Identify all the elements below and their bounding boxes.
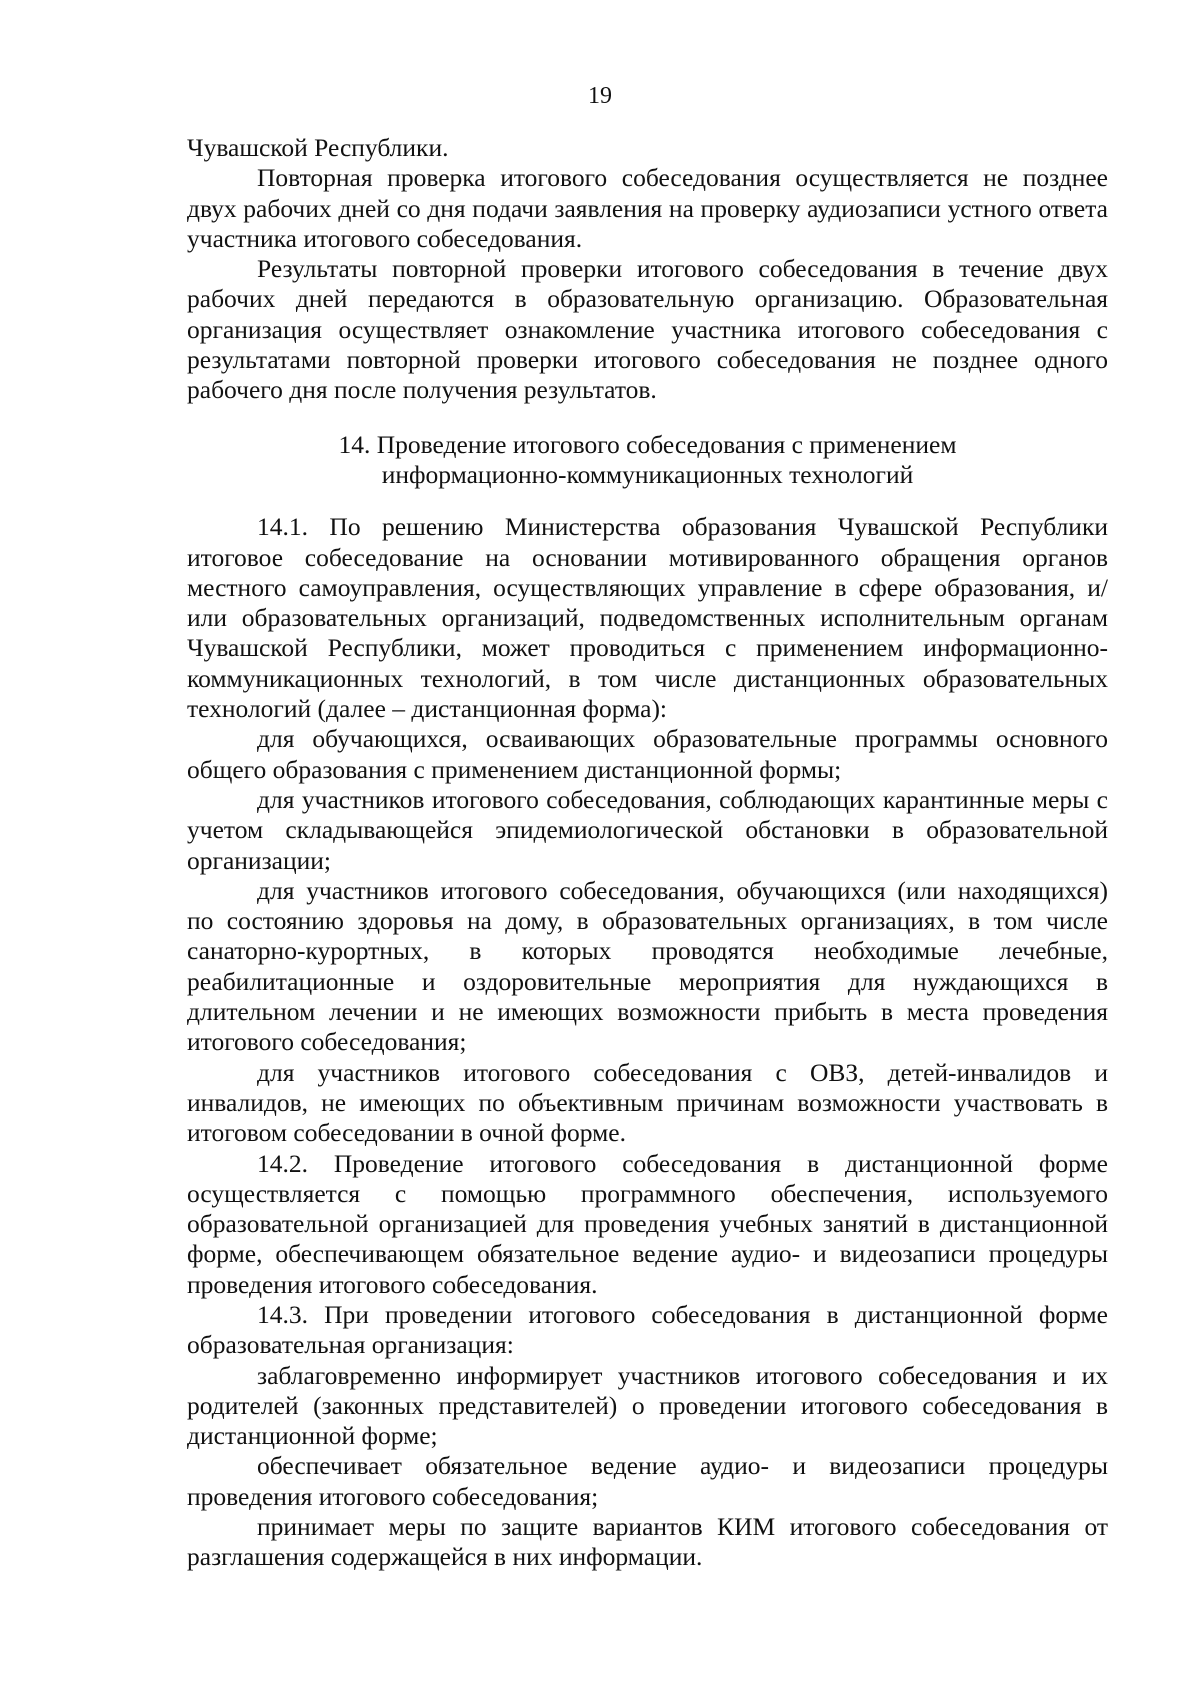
paragraph-repeat-check-results: Результаты повторной проверки итогового собеседования в течение двух рабочих дней передаются в образовательную организацию. Образовательная организация осуществляет ознакомление участника итогового собеседования с результатами повторной проверки итогового собеседования не позднее одного рабочего дня после получения результатов. [187,254,1108,405]
section-heading-line-2: информационно-коммуникационных технологий [381,459,914,489]
paragraph-inform: заблаговременно информирует участников итогового собеседования и их родителей (законных представителей) о проведении итогового собеседования в дистанционной форме; [187,1360,1108,1451]
section-heading [187,430,1108,491]
paragraph-disabled: для участников итогового собеседования с ОВЗ, детей-инвалидов и инвалидов, не имеющих по объективным причинам возможности участвовать в итоговом собеседовании в очной форме. [187,1057,1108,1148]
paragraph-quarantine: для участников итогового собеседования, соблюдающих карантинные меры с учетом складывающейся эпидемиологической обстановки в образовательной организации; [187,784,1108,875]
paragraph-14-3: 14.3. При проведении итогового собеседования в дистанционной форме образовательная организация: [187,1299,1108,1360]
paragraph-home-health: для участников итогового собеседования, обучающихся (или находящихся) по состоянию здоровья на дому, в образовательных организациях, в том числе санаторно-курортных, в которых проводятся необходимые лечебные, реабилитационные и оздоровительные мероприятия для нуждающихся в длительном лечении и не имеющих возможности прибыть в места проведения итогового собеседования; [187,875,1108,1057]
paragraph-14-2: 14.2. Проведение итогового собеседования в дистанционной форме осуществляется с помощью программного обеспечения, используемого образовательной организацией для проведения учебных занятий в дистанционной форме, обеспечивающем обязательное ведение аудио- и видеозаписи процедуры проведения итогового собеседования. [187,1148,1108,1299]
paragraph-repeat-check: Повторная проверка итогового собеседования осуществляется не позднее двух рабочих дней со дня подачи заявления на проверку аудиозаписи устного ответа участника итогового собеседования. [187,163,1108,253]
paragraph-14-1: 14.1. По решению Министерства образования Чувашской Республики итоговое собеседование на основании мотивированного обращения органов местного самоуправления, осуществляющих управление в сфере образования, и/или образовательных организаций, подведомственных исполнительным органам Чувашской Республики, может проводиться с применением информационно-коммуникационных технологий, в том числе дистанционных образовательных технологий (далее – дистанционная форма): [187,512,1108,724]
page-number: 19 [588,83,612,109]
paragraph-distance-students: для обучающихся, осваивающих образовательные программы основного общего образования с применением дистанционной формы; [187,724,1108,784]
section-heading-line-1: 14. Проведение итогового собеседования с применением [338,429,957,459]
paragraph-continuation: Чувашской Республики. [187,133,449,162]
paragraph-recording: обеспечивает обязательное ведение аудио- и видеозаписи процедуры проведения итогового собеседования; [187,1451,1108,1511]
document-body [187,133,1108,1573]
paragraph-protection: принимает меры по защите вариантов КИМ итогового собеседования от разглашения содержащейся в них информации. [187,1512,1108,1572]
